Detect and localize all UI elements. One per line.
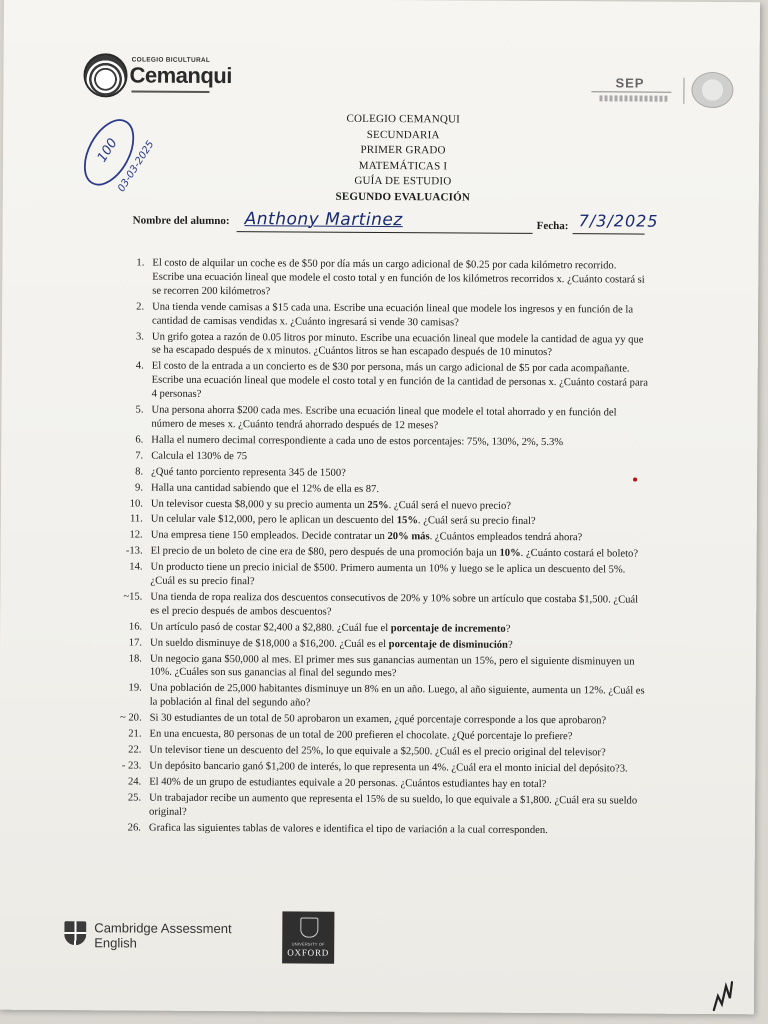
question-number: 9. [135, 482, 144, 494]
question-number: 3. [135, 331, 144, 343]
sep-underline [591, 91, 671, 92]
question-number: - 23. [121, 760, 142, 772]
question-item [117, 791, 647, 822]
question-item [118, 652, 648, 683]
question-text-pre: Un sueldo disminuye de $18,000 a $16,200. ¿Cuál es el [150, 637, 389, 650]
cambridge-logo [64, 918, 254, 953]
question-text-post: . ¿Cuál será su precio final? [417, 515, 536, 528]
question-text: Una población de 25,000 habitantes disminuye un 8% en un año. Luego, al año siguiente, aumenta un 12%. ¿Cuál es la población al final del segundo año? [149, 682, 645, 709]
question-text-bold: 10% [499, 547, 521, 560]
question-text: Una persona ahorra $200 cada mes. Escribe una ecuación lineal que modele el total ahorrado y en función del número de meses x. ¿Cuánto tendrá ahorrado después de 12 meses? [151, 404, 617, 432]
question-number: 26. [127, 821, 141, 834]
title-level: SECUNDARIA [366, 128, 440, 141]
student-name-handwritten: Anthony Martinez [244, 209, 403, 231]
question-number: 21. [128, 728, 142, 740]
title-guide: GUÍA DE ESTUDIO [354, 174, 452, 188]
question-text-pre: Una empresa tiene 150 empleados. Decide contratar un [150, 529, 388, 543]
logo-subtitle: COLEGIO BICULTURAL [131, 56, 211, 64]
question-text: Un producto tiene un precio inicial de $500. Primero aumenta un 10% y luego se le aplica un descuento del 5%. ¿Cuál es su precio final? [150, 561, 626, 588]
question-number: 16. [128, 621, 143, 633]
question-number: 11. [129, 513, 143, 525]
question-number: 7. [135, 450, 144, 462]
question-text: ¿Qué tanto porciento representa 345 de 1500? [151, 466, 346, 479]
document-title [273, 111, 534, 206]
question-text-post: . ¿Cuánto costará el boleto? [520, 548, 639, 560]
question-number: 4. [135, 360, 144, 372]
question-item [120, 330, 650, 361]
question-text-pre: Un artículo pasó de costar $2,400 a $2,880. ¿Cuál fue el [150, 621, 391, 634]
question-text-pre: El precio de un boleto de cine era de $80, pero después de una promoción baja un [150, 545, 500, 559]
question-list [117, 256, 651, 840]
question-number: 12. [129, 529, 143, 541]
question-item [117, 759, 647, 776]
question-text [151, 546, 639, 560]
question-text-bold: 20% más [387, 531, 430, 543]
question-text: El costo de la entrada a un concierto es de $30 por persona, más un cargo adicional de $5 por cada acompañante. Escribe una ecuación lineal que modele el costo total y en función de la cantidad de personas x. ¿Cuánto costará para 4 personas? [151, 360, 648, 401]
question-text [151, 530, 583, 544]
question-number: 6. [135, 434, 144, 446]
grade-mark-text: 100 [94, 136, 121, 166]
oxford-crest-icon [300, 918, 318, 938]
question-number: 8. [135, 466, 144, 478]
question-number: 1. [136, 257, 145, 269]
logo-name: Cemanqui [129, 62, 232, 89]
ink-dot [633, 478, 637, 482]
question-item [120, 300, 650, 331]
question-text-bold: 15% [396, 515, 418, 527]
title-school: COLEGIO CEMANQUI [346, 112, 461, 126]
question-text [151, 514, 536, 527]
cambridge-line2: English [94, 935, 137, 951]
question-number: 24. [127, 776, 142, 788]
title-evaluation: SEGUNDO EVALUACIÓN [335, 190, 471, 204]
date-handwritten: 7/3/2025 [578, 211, 659, 231]
question-item [119, 497, 649, 514]
logo-rule [131, 90, 209, 92]
school-emblem-icon [83, 53, 127, 97]
question-text: Halla el numero decimal correspondiente a cada uno de estos porcentajes: 75%, 130%, 2%, 5.3% [151, 434, 564, 448]
question-item [119, 403, 649, 434]
question-text-pre: Un celular vale $12,000, pero le aplican un descuento del [150, 514, 397, 527]
question-item [117, 727, 647, 744]
question-item [118, 590, 648, 621]
question-text: Un depósito bancario ganó $1,200 de interés, lo que representa un 4%. ¿Cuál era el monto inicial del depósito?3. [149, 760, 628, 775]
cambridge-line1: Cambridge Assessment [94, 920, 232, 937]
question-number: 14. [129, 561, 143, 573]
question-number: -13. [125, 545, 143, 557]
sep-logo [591, 73, 751, 114]
student-info-row [133, 208, 693, 239]
oxford-name: OXFORD [287, 947, 330, 958]
question-text: Calcula el 130% de 75 [151, 450, 248, 462]
oxford-small-text: UNIVERSITY OF [291, 941, 325, 947]
question-item [120, 256, 650, 301]
sep-text: SEP [615, 75, 645, 91]
question-text: Un grifo gotea a razón de 0.05 litros por minuto. Escribe una ecuación lineal que modele la cantidad de agua yy que se ha escapado después de x minutos. ¿Cuántos litros se han escapado después de 10 minutos? [151, 331, 644, 359]
question-item [119, 481, 649, 498]
question-number: ~ 20. [119, 712, 142, 724]
title-subject: MATEMÁTICAS I [358, 159, 448, 172]
school-logo [83, 50, 232, 101]
question-item [117, 775, 647, 792]
question-text [150, 637, 513, 650]
question-number: ~15. [123, 591, 143, 603]
question-item [119, 449, 649, 466]
question-number: 22. [128, 744, 142, 756]
question-text: Halla una cantidad sabiendo que el 12% de ella es 87. [150, 482, 380, 495]
question-text: Un televisor tiene un descuento del 25%, lo que equivale a $2,500. ¿Cuál es el precio original del televisor? [149, 744, 606, 759]
national-seal-icon [691, 72, 733, 108]
question-number: 5. [135, 404, 144, 416]
name-underline [237, 231, 533, 234]
question-text: Un negocio gana $50,000 al mes. El primer mes sus ganancias aumentan un 15%, pero el siguiente disminuyen un 10%. ¿Cuáles son sus ganancias al final del segundo mes? [149, 653, 635, 680]
question-item [118, 561, 648, 592]
date-underline [573, 233, 645, 234]
question-text-post: . ¿Cuántos empleados tendrá ahora? [429, 531, 583, 544]
question-item [118, 636, 648, 653]
question-number: 17. [128, 637, 143, 649]
oxford-logo [282, 911, 334, 963]
question-item [118, 712, 648, 729]
question-item [119, 465, 649, 482]
question-number: 10. [129, 497, 143, 510]
question-item [117, 821, 647, 838]
question-number: 2. [136, 301, 145, 313]
handwritten-grade-mark [79, 114, 190, 205]
sep-divider [683, 78, 684, 104]
title-grade: PRIMER GRADO [360, 143, 446, 157]
question-item [118, 620, 648, 637]
question-item [119, 545, 649, 562]
date-label: Fecha: [536, 219, 569, 233]
question-text [150, 621, 510, 634]
question-text-bold: porcentaje de incremento [390, 622, 506, 635]
question-text [151, 498, 511, 511]
question-text-post: ? [505, 623, 511, 635]
question-item [118, 682, 648, 713]
pen-scribble-icon [708, 974, 738, 1014]
question-number: 19. [128, 682, 142, 694]
question-item [119, 433, 649, 450]
sep-subtext [599, 95, 667, 101]
question-text: Grafica las siguientes tablas de valores e identifica el tipo de variación a la cual corresponden. [148, 822, 548, 836]
question-text: Una tienda vende camisas a $15 cada una. Escribe una ecuación lineal que modele los ingresos y en función de la cantidad de camisas vendidas x. ¿Cuánto ingresará si vende 30 camisas? [152, 301, 634, 329]
question-number: 18. [128, 653, 143, 665]
question-text: Una tienda de ropa realiza dos descuentos consecutivos de 20% y 10% sobre un artículo que costaba $1,500. ¿Cuál es el precio después de ambos descuentos? [150, 591, 639, 618]
question-item [119, 529, 649, 546]
question-item [120, 360, 650, 405]
name-label: Nombre del alumno: [132, 214, 230, 228]
question-item [117, 743, 647, 760]
cambridge-shield-icon [64, 921, 86, 945]
date-mark-text: 03-03-2025 [116, 139, 157, 195]
question-text: En una encuesta, 80 personas de un total de 200 prefieren el chocolate. ¿Qué porcentaje lo prefiere? [149, 728, 573, 743]
question-text: El costo de alquilar un coche es de $50 por día más un cargo adicional de $0.25 por cada kilómetro recorrido. Escribe una ecuación lineal que modele el costo total y en función de los kilómetros recorridos x. ¿Cuánto costará si se recorren 200 kilómetros? [152, 257, 645, 298]
question-text-bold: porcentaje de disminución [388, 638, 509, 651]
question-text: Si 30 estudiantes de un total de 50 aprobaron un examen, ¿qué porcentaje corresponde a los que aprobaron? [149, 712, 607, 727]
question-text: El 40% de un grupo de estudiantes equivale a 20 personas. ¿Cuántos estudiantes hay en total? [149, 776, 547, 790]
question-text-pre: Un televisor cuesta $8,000 y su precio aumenta un [150, 498, 368, 511]
question-item [119, 513, 649, 530]
question-text-post: . ¿Cuál será el nuevo precio? [388, 499, 512, 512]
question-text-bold: 25% [367, 499, 389, 511]
question-number: 25. [127, 792, 142, 804]
question-text: Un trabajador recibe un aumento que representa el 15% de su sueldo, lo que equivale a $1,800. ¿Cuál era su sueldo original? [149, 792, 638, 818]
question-text-post: ? [507, 639, 513, 651]
